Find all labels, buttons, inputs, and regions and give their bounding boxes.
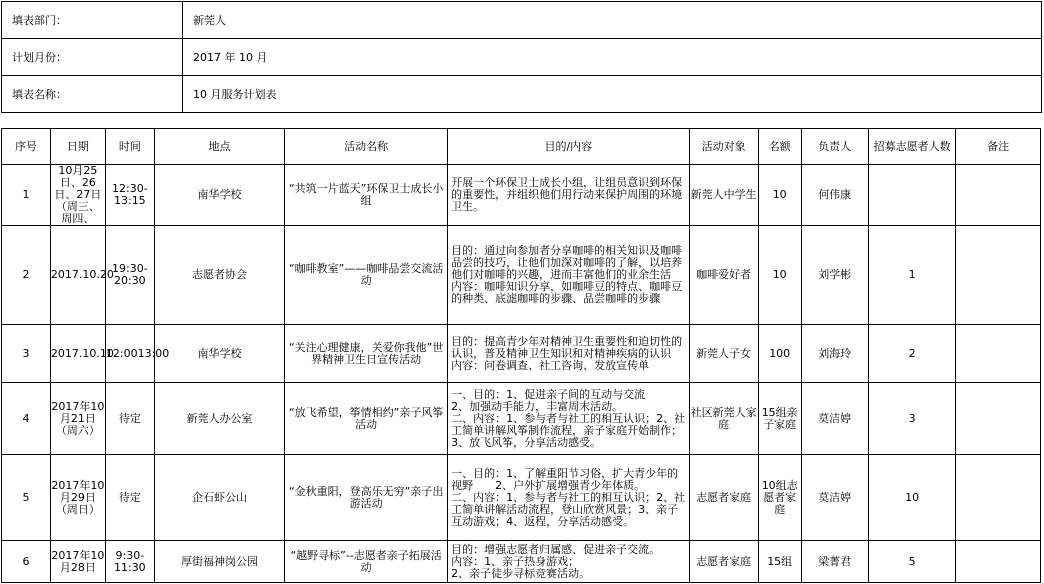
column-header: 时间 xyxy=(105,129,154,165)
column-header: 日期 xyxy=(50,129,105,165)
row-quota: 15组亲子家庭 xyxy=(758,383,801,455)
row-date: 2017年10月21日（周六） xyxy=(50,383,105,455)
column-header: 序号 xyxy=(2,129,51,165)
row-volunteers: 10 xyxy=(868,455,956,541)
row-place: 企石虾公山 xyxy=(154,455,284,541)
row-leader: 莫洁婷 xyxy=(801,383,868,455)
header-row-month xyxy=(2,39,1042,76)
row-number: 5 xyxy=(2,455,51,541)
row-time: 待定 xyxy=(105,383,154,455)
column-header: 活动名称 xyxy=(285,129,448,165)
table-row xyxy=(2,383,1041,455)
header-row-form-name xyxy=(2,76,1042,113)
row-target: 新莞人子女 xyxy=(689,325,758,383)
plan-table xyxy=(1,128,1041,583)
row-number: 1 xyxy=(2,165,51,226)
row-place: 新莞人办公室 xyxy=(154,383,284,455)
header-label: 计划月份： xyxy=(2,39,183,76)
table-row xyxy=(2,541,1041,583)
row-activity-name: “放飞希望，筝情相约”亲子风筝活动 xyxy=(285,383,448,455)
row-date: 2017.10.20 xyxy=(50,226,105,325)
row-leader: 何伟康 xyxy=(801,165,868,226)
header-label: 填表名称： xyxy=(2,76,183,113)
row-quota: 15组 xyxy=(758,541,801,583)
row-time: 待定 xyxy=(105,455,154,541)
header-value: 新莞人 xyxy=(183,2,1042,39)
row-note xyxy=(956,383,1041,455)
header-value: 10 月服务计划表 xyxy=(183,76,1042,113)
table-row xyxy=(2,165,1041,226)
row-activity-name: “关注心理健康，关爱你我他”世界精神卫生日宣传活动 xyxy=(285,325,448,383)
table-row xyxy=(2,455,1041,541)
row-time: 12:30-13:15 xyxy=(105,165,154,226)
row-date: 2017年10月28日 xyxy=(50,541,105,583)
row-time: 9:30-11:30 xyxy=(105,541,154,583)
row-time: 19:30-20:30 xyxy=(105,226,154,325)
header-label: 填表部门： xyxy=(2,2,183,39)
header-table xyxy=(1,1,1042,113)
row-volunteers: 2 xyxy=(868,325,956,383)
row-activity-name: “咖啡教室”——咖啡品尝交流活动 xyxy=(285,226,448,325)
row-place: 志愿者协会 xyxy=(154,226,284,325)
row-place: 南华学校 xyxy=(154,165,284,226)
column-header: 名额 xyxy=(758,129,801,165)
row-content: 一、目的：1、促进亲子间的互动与交流 2、加强动手能力，丰富周末活动。 二、内容：1、参与者与社工的相互认识；2、社工简单讲解风筝制作流程，亲子家庭开始制作；3、放飞风筝，分享活动感受。 xyxy=(448,383,689,455)
row-quota: 10 xyxy=(758,165,801,226)
row-place: 厚街福神岗公园 xyxy=(154,541,284,583)
row-volunteers: 5 xyxy=(868,541,956,583)
row-activity-name: “越野寻标”--志愿者亲子拓展活动 xyxy=(285,541,448,583)
row-leader: 刘学彬 xyxy=(801,226,868,325)
header-row-department xyxy=(2,2,1042,39)
row-place: 南华学校 xyxy=(154,325,284,383)
column-header: 负责人 xyxy=(801,129,868,165)
table-row xyxy=(2,226,1041,325)
plan-header-row xyxy=(2,129,1041,165)
header-value: 2017 年 10 月 xyxy=(183,39,1042,76)
row-content: 目的：通过向参加者分享咖啡的相关知识及咖啡品尝的技巧，让他们加深对咖啡的了解，以培养他们对咖啡的兴趣，进而丰富他们的业余生活 内容：咖啡知识分享，如咖啡豆的特点、咖啡豆的种类、底滤咖啡的步骤、品尝咖啡的步骤 xyxy=(448,226,689,325)
row-note xyxy=(956,455,1041,541)
row-content: 目的：提高青少年对精神卫生重要性和迫切性的认识，普及精神卫生知识和对精神疾病的认识 内容：问卷调查、社工咨询、发放宣传单 xyxy=(448,325,689,383)
row-content: 目的：增强志愿者归属感、促进亲子交流。 内容：1、亲子热身游戏； 2、亲子徒步寻标竞赛活动。 xyxy=(448,541,689,583)
row-content: 一、目的：1、了解重阳节习俗，扩大青少年的视野 2、户外扩展增强青少年体质。 二、内容：1、参与者与社工的相互认识；2、社工简单讲解活动流程，登山欣赏风景；3、亲子互动游戏；4、返程，分享活动感受。 xyxy=(448,455,689,541)
row-note xyxy=(956,325,1041,383)
row-target: 新莞人中学生 xyxy=(689,165,758,226)
row-target: 志愿者家庭 xyxy=(689,541,758,583)
table-row xyxy=(2,325,1041,383)
row-content: 开展一个环保卫士成长小组，让组员意识到环保的重要性，并组织他们用行动来保护周围的环境卫生。 xyxy=(448,165,689,226)
row-date: 2017年10月29日（周日） xyxy=(50,455,105,541)
row-target: 咖啡爱好者 xyxy=(689,226,758,325)
row-target: 社区新莞人家庭 xyxy=(689,383,758,455)
column-header: 招募志愿者人数 xyxy=(868,129,956,165)
row-date: 2017.10.10 xyxy=(50,325,105,383)
row-leader: 莫洁婷 xyxy=(801,455,868,541)
row-activity-name: “共筑一片蓝天”环保卫士成长小组 xyxy=(285,165,448,226)
row-quota: 100 xyxy=(758,325,801,383)
row-number: 4 xyxy=(2,383,51,455)
row-volunteers xyxy=(868,165,956,226)
row-note xyxy=(956,226,1041,325)
row-number: 3 xyxy=(2,325,51,383)
row-activity-name: “金秋重阳，登高乐无穷”亲子出游活动 xyxy=(285,455,448,541)
row-number: 2 xyxy=(2,226,51,325)
row-target: 志愿者家庭 xyxy=(689,455,758,541)
row-time: 12:0013:00 xyxy=(105,325,154,383)
row-volunteers: 3 xyxy=(868,383,956,455)
row-quota: 10 xyxy=(758,226,801,325)
column-header: 备注 xyxy=(956,129,1041,165)
row-leader: 刘海玲 xyxy=(801,325,868,383)
row-note xyxy=(956,165,1041,226)
column-header: 活动对象 xyxy=(689,129,758,165)
row-date: 10月25日、26日、27日（周三、周四、 xyxy=(50,165,105,226)
row-volunteers: 1 xyxy=(868,226,956,325)
column-header: 目的/内容 xyxy=(448,129,689,165)
row-leader: 梁菁君 xyxy=(801,541,868,583)
row-note xyxy=(956,541,1041,583)
row-number: 6 xyxy=(2,541,51,583)
column-header: 地点 xyxy=(154,129,284,165)
row-quota: 10组志愿者家庭 xyxy=(758,455,801,541)
